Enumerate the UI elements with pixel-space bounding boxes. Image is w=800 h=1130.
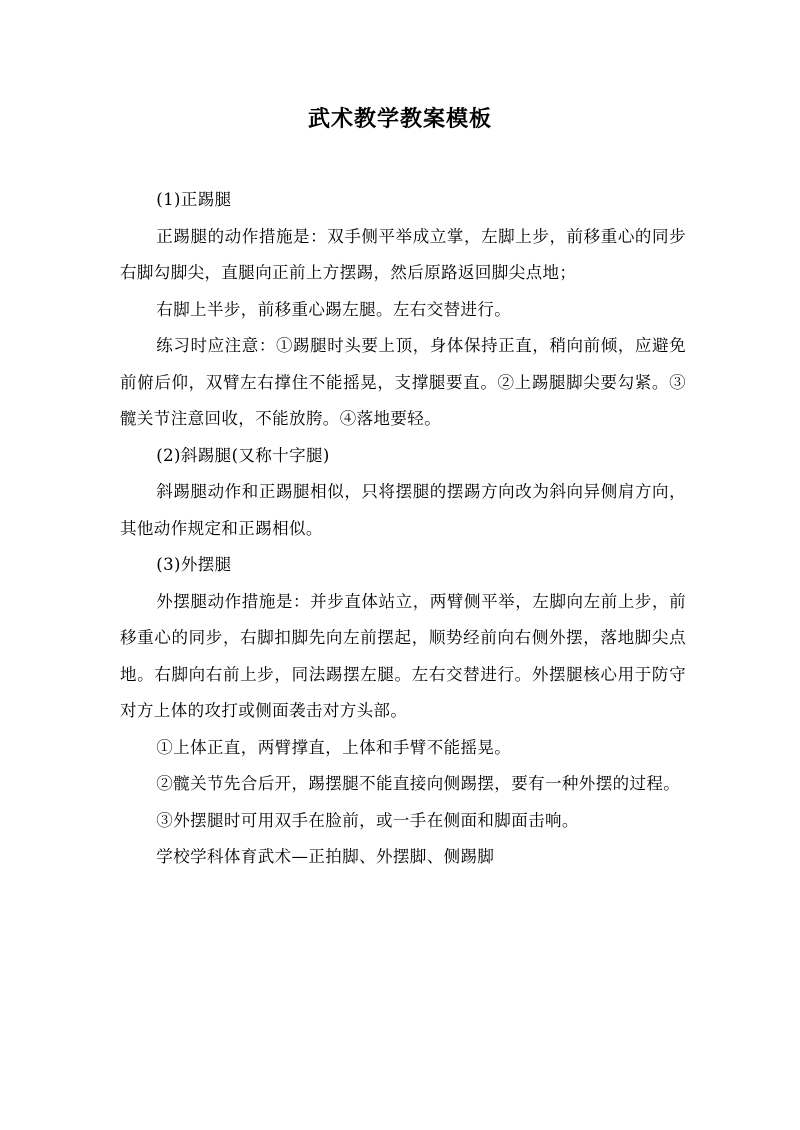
document-title: 武术教学教案模板 bbox=[307, 106, 492, 132]
paragraph-outside-swing-kick-method: 外摆腿动作措施是：并步直体站立，两臂侧平举，左脚向左前上步，前移重心的同步，右脚扣脚先向左前摆起，顺势经前向右侧外摆，落地脚尖点地。右脚向右前上步，同法踢摆左腿。左右交替进行。外摆腿核心用于防守对方上体的攻打或侧面袭击对方头部。 bbox=[120, 591, 686, 720]
heading-outside-swing-kick: (3)外摆腿 bbox=[156, 555, 232, 574]
paragraph-note-3: ③外摆腿时可用双手在脸前，或一手在侧面和脚面击响。 bbox=[156, 810, 579, 830]
paragraph-note-2: ②髋关节先合后开，踢摆腿不能直接向侧踢摆，要有一种外摆的过程。 bbox=[156, 774, 681, 793]
heading-front-kick: (1)正踢腿 bbox=[156, 190, 232, 209]
paragraph-oblique-kick-method: 斜踢腿动作和正踢腿相似，只将摆腿的摆踢方向改为斜向异侧肩方向，其他动作规定和正踢相似。 bbox=[120, 482, 686, 538]
paragraph-front-kick-method: 正踢腿的动作措施是：双手侧平举成立掌，左脚上步，前移重心的同步右脚勾脚尖，直腿向正前上方摆踢，然后原路返回脚尖点地； bbox=[120, 226, 686, 282]
paragraph-front-kick-alternate: 右脚上半步，前移重心踢左腿。左右交替进行。 bbox=[156, 299, 512, 319]
paragraph-front-kick-notes: 练习时应注意：①踢腿时头要上顶，身体保持正直，稍向前倾，应避免前俯后仰，双臂左右撑住不能摇晃，支撑腿要直。②上踢腿脚尖要勾紧。③髋关节注意回收，不能放胯。④落地要轻。 bbox=[120, 336, 686, 428]
paragraph-section-footer: 学校学科体育武术—正拍脚、外摆脚、侧踢脚 bbox=[156, 847, 495, 866]
paragraph-note-1: ①上体正直，两臂撑直，上体和手臂不能摇晃。 bbox=[156, 737, 512, 757]
heading-oblique-kick: (2)斜踢腿(又称十字腿) bbox=[156, 445, 330, 465]
document-body bbox=[120, 182, 686, 876]
